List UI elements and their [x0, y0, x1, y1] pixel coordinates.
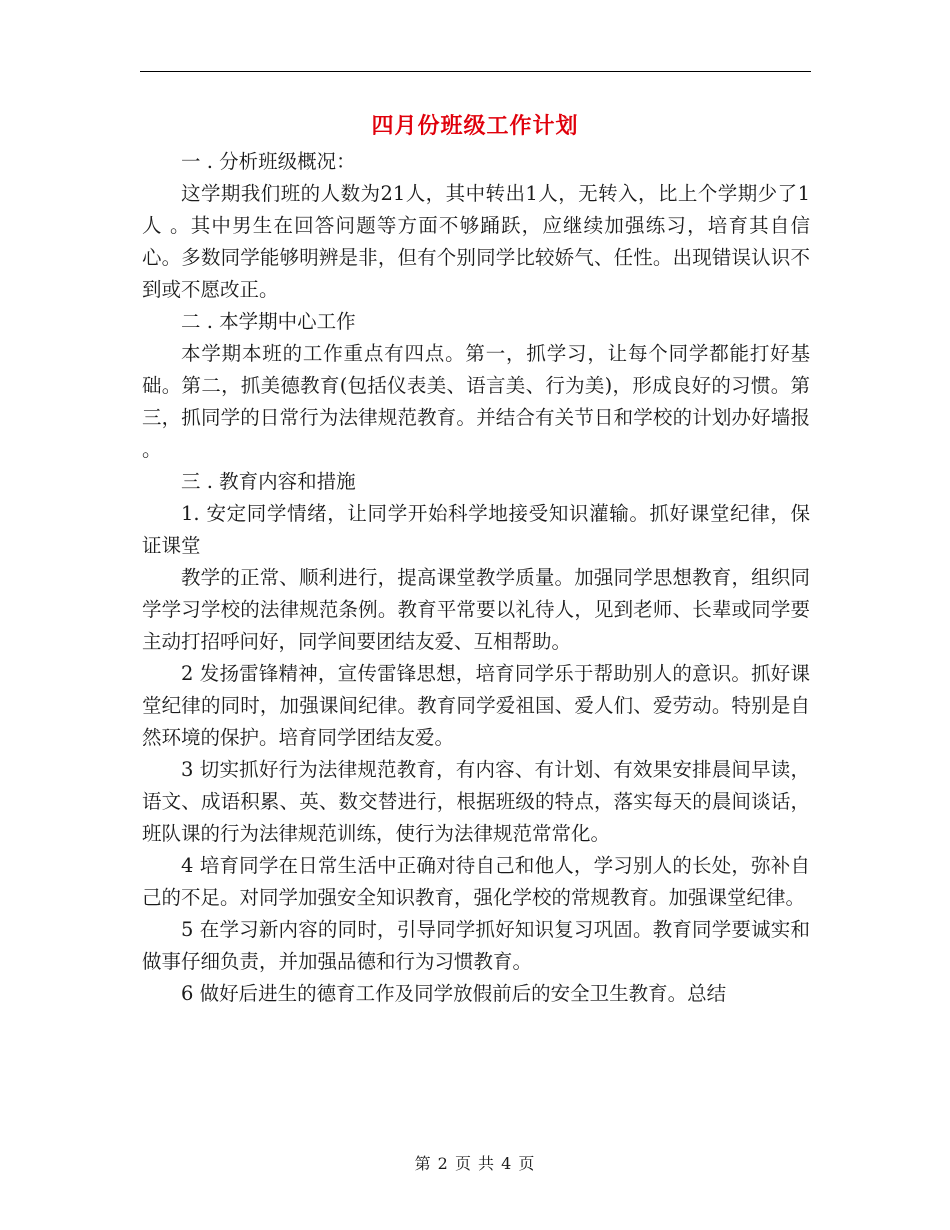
paragraph-item-5: 5 在学习新内容的同时，引导同学抓好知识复习巩固。教育同学要诚实和做事仔细负责，并加强品德和行为习惯教育。: [142, 918, 810, 973]
paragraph-item-2: 2 发扬雷锋精神，宣传雷锋思想，培育同学乐于帮助别人的意识。抓好课堂纪律的同时，加强课间纪律。教育同学爱祖国、爱人们、爱劳动。特别是自然环境的保护。培育同学团结友爱。: [142, 662, 810, 749]
section-heading-3: 三 . 教育内容和措施: [181, 470, 356, 493]
section-heading-2: 二 . 本学期中心工作: [181, 310, 356, 333]
paragraph-item-4: 4 培育同学在日常生活中正确对待自己和他人，学习别人的长处，弥补自己的不足。对同学加强安全知识教育，强化学校的常规教育。加强课堂纪律。: [142, 854, 810, 909]
page-number-footer: 第 2 页 共 4 页: [414, 1154, 536, 1173]
paragraph-item-1-continued: 教学的正常、顺利进行，提高课堂教学质量。加强同学思想教育，组织同学学习学校的法律规范条例。教育平常要以礼待人，见到老师、长辈或同学要主动打招呼问好，同学间要团结友爱、互相帮助。: [142, 566, 810, 653]
paragraph-item-1: 1. 安定同学情绪，让同学开始科学地接受知识灌输。抓好课堂纪律，保证课堂: [142, 502, 810, 557]
paragraph-item-6: 6 做好后进生的德育工作及同学放假前后的安全卫生教育。总结: [181, 982, 727, 1005]
paragraph-item-3: 3 切实抓好行为法律规范教育，有内容、有计划、有效果安排晨间早读，语文、成语积累、英、数交替进行，根据班级的特点，落实每天的晨间谈话，班队课的行为法律规范训练，使行为法律规范常常化。: [142, 758, 810, 845]
document-body: [142, 146, 810, 1010]
section-heading-1: 一 . 分析班级概况：: [181, 150, 356, 173]
paragraph-central-work: 本学期本班的工作重点有四点。第一，抓学习，让每个同学都能打好基础。第二，抓美德教育(包括仪表美、语言美、行为美)，形成良好的习惯。第三，抓同学的日常行为法律规范教育。并结合有关节日和学校的计划办好墙报 。: [142, 342, 810, 461]
header-rule: [140, 71, 811, 72]
paragraph-class-overview: 这学期我们班的人数为21人，其中转出1人，无转入，比上个学期少了1人 。其中男生在回答问题等方面不够踊跃，应继续加强练习，培育其自信心。多数同学能够明辨是非，但有个别同学比较娇气、任性。出现错误认识不到或不愿改正。: [142, 182, 810, 301]
document-title: 四月份班级工作计划: [371, 113, 579, 139]
